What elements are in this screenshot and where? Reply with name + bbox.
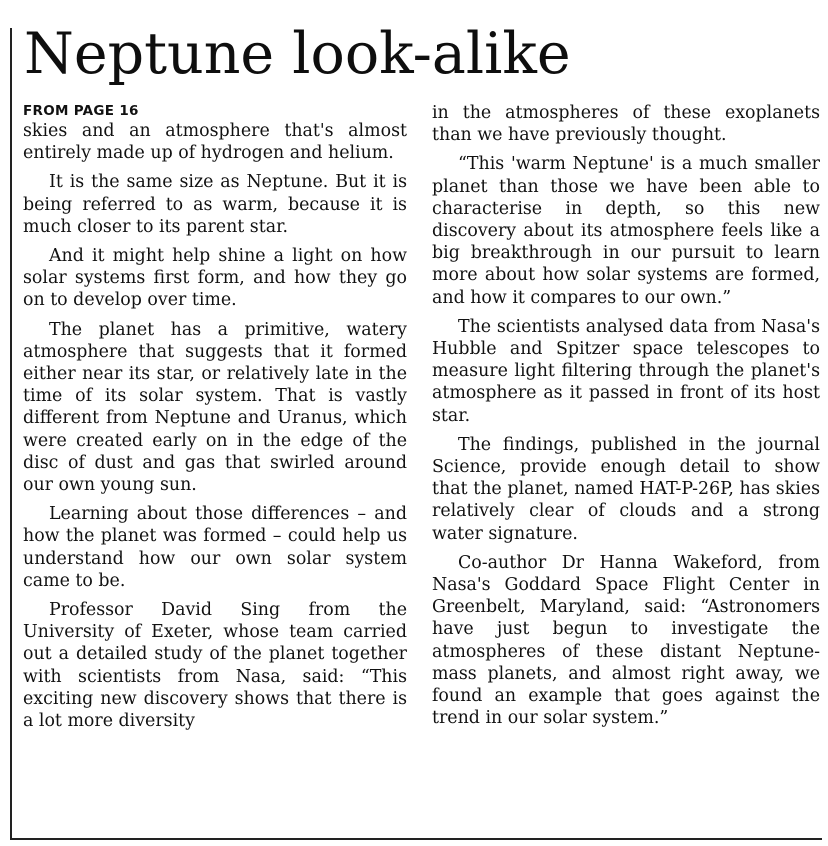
paragraph: The planet has a primitive, watery atmosphere that suggests that it formed either near its star, or relatively late in the time of its solar system. That is vastly different from Neptune and Uranus, which were created early on in the edge of the disc of dust and gas that swirled around our own young sun. bbox=[23, 319, 407, 496]
paragraph: Learning about those differences – and how the planet was formed – could help us understand how our own solar system came to be. bbox=[23, 504, 407, 591]
article-bottom-rule bbox=[10, 838, 822, 840]
paragraph: “This 'warm Neptune' is a much smaller planet than those we have been able to characterise in depth, so this new discovery about its atmosphere feels like a big breakthrough in our pursuit to learn more about how solar systems are formed, and how it compares to our own.” bbox=[432, 154, 820, 308]
article-left-rule bbox=[10, 28, 12, 838]
paragraph: It is the same size as Neptune. But it is being referred to as warm, because it is much closer to its parent star. bbox=[23, 172, 407, 237]
continuation-kicker: FROM PAGE 16 bbox=[23, 103, 139, 119]
paragraph: The scientists analysed data from Nasa's Hubble and Spitzer space telescopes to measure light filtering through the planet's atmosphere as it passed in front of its host star. bbox=[432, 316, 820, 426]
article-column-right bbox=[432, 102, 820, 736]
paragraph: Co-author Dr Hanna Wakeford, from Nasa's Goddard Space Flight Center in Greenbelt, Maryland, said: “Astronomers have just begun to investigate the atmospheres of these distant Neptune-mass planets, and almost right away, we found an example that goes against the trend in our solar system.” bbox=[432, 552, 820, 729]
paragraph: And it might help shine a light on how solar systems first form, and how they go on to develop over time. bbox=[23, 246, 407, 311]
paragraph: The findings, published in the journal Science, provide enough detail to show that the planet, named HAT-P-26P, has skies relatively clear of clouds and a strong water signature. bbox=[432, 434, 820, 544]
paragraph: skies and an atmosphere that's almost entirely made up of hydrogen and helium. bbox=[23, 121, 407, 164]
article-column-left bbox=[23, 102, 407, 739]
paragraph: Professor David Sing from the University of Exeter, whose team carried out a detailed study of the planet together with scientists from Nasa, said: “This exciting new discovery shows that there is a lot more diversity bbox=[23, 600, 407, 732]
headline: Neptune look-alike bbox=[24, 21, 571, 87]
paragraph: in the atmospheres of these exoplanets than we have previously thought. bbox=[432, 103, 820, 146]
